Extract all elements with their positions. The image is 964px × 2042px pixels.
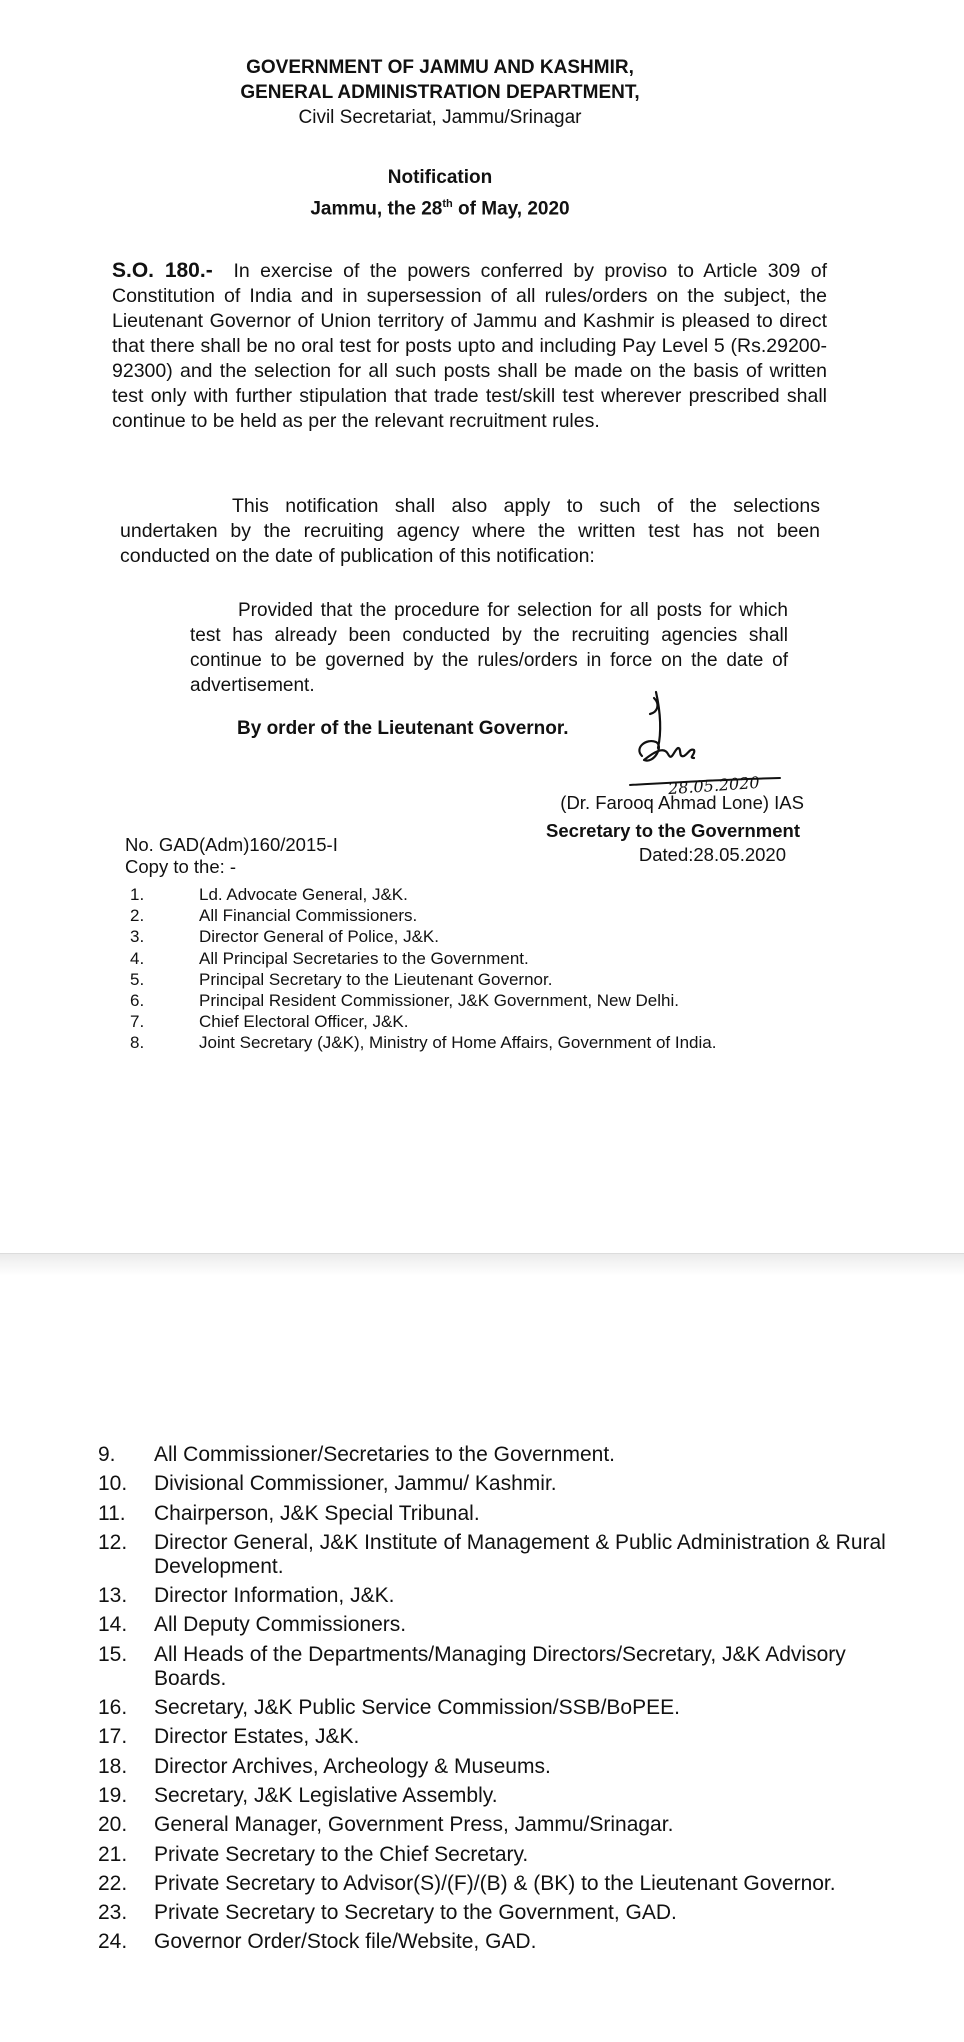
header-government: GOVERNMENT OF JAMMU AND KASHMIR, — [246, 57, 634, 78]
paragraph-main — [112, 258, 827, 434]
signatory-designation: Secretary to the Government — [546, 820, 800, 841]
notification-date — [0, 192, 880, 221]
date-suffix: of May, 2020 — [452, 198, 570, 220]
list-item: 19. Secretary, J&K Legislative Assembly. — [98, 1783, 498, 1807]
notification-title: Notification — [387, 167, 493, 188]
signatory-name: (Dr. Farooq Ahmad Lone) IAS — [560, 792, 804, 813]
page-separator — [0, 1253, 964, 1276]
paragraph-applicability: This notification shall also apply to such of the selections undertaken by the recruiting agency where the written test has not been conducted on the date of publication of this notification: — [120, 495, 820, 567]
list-item: 11. Chairperson, J&K Special Tribunal. — [98, 1501, 480, 1525]
list-item: 2. All Financial Commissioners. — [130, 906, 418, 926]
so-number: S.O. 180.- — [112, 259, 213, 282]
signature-date: 28.05.2020 — [667, 772, 761, 799]
list-item: 13. Director Information, J&K. — [98, 1584, 395, 1608]
list-item: 15. All Heads of the Departments/Managing Directors/Secretary, J&K Advisory Boards. — [98, 1642, 846, 1690]
copy-list-page-1 — [130, 884, 716, 1054]
order-line: By order of the Lieutenant Governor. — [237, 718, 569, 739]
list-item: 7. Chief Electoral Officer, J&K. — [130, 1012, 409, 1032]
reference-number: No. GAD(Adm)160/2015-I — [125, 834, 338, 855]
list-item: 4. All Principal Secretaries to the Government. — [130, 948, 529, 968]
list-item: 23. Private Secretary to Secretary to the Government, GAD. — [98, 1901, 677, 1925]
list-item: 5. Principal Secretary to the Lieutenant Governor. — [130, 969, 553, 989]
list-item: 24. Governor Order/Stock file/Website, GAD. — [98, 1930, 537, 1954]
list-item: 6. Principal Resident Commissioner, J&K Government, New Delhi. — [130, 990, 679, 1010]
paragraph-proviso: Provided that the procedure for selection for all posts for which test has already been conducted by the recruiting agencies shall continue to be governed by the rules/orders in force on the date of advertisement. — [190, 600, 788, 696]
list-item: 9. All Commissioner/Secretaries to the Government. — [98, 1443, 616, 1466]
header-address: Civil Secretariat, Jammu/Srinagar — [298, 107, 582, 128]
list-item: 12. Director General, J&K Institute of Management & Public Administration & Rural Development. — [98, 1530, 886, 1578]
list-item: 8. Joint Secretary (J&K), Ministry of Home Affairs, Government of India. — [130, 1033, 717, 1053]
list-item: 10. Divisional Commissioner, Jammu/ Kashmir. — [98, 1472, 557, 1496]
date-prefix: Jammu, the 28 — [310, 198, 443, 220]
signatory-dated: Dated:28.05.2020 — [638, 844, 786, 865]
list-item: 1. Ld. Advocate General, J&K. — [130, 885, 408, 904]
copy-to-label: Copy to the: - — [125, 856, 237, 877]
copy-list-page-2 — [98, 1443, 904, 1960]
date-superscript: th — [442, 198, 453, 210]
list-item: 22. Private Secretary to Advisor(S)/(F)/(B) & (BK) to the Lieutenant Governor. — [98, 1871, 836, 1895]
header-department: GENERAL ADMINISTRATION DEPARTMENT, — [240, 82, 640, 103]
list-item: 21. Private Secretary to the Chief Secretary. — [98, 1842, 529, 1866]
list-item: 18. Director Archives, Archeology & Museums. — [98, 1754, 551, 1778]
list-item: 17. Director Estates, J&K. — [98, 1725, 360, 1749]
list-item: 16. Secretary, J&K Public Service Commission/SSB/BoPEE. — [98, 1696, 680, 1720]
list-item: 20. General Manager, Government Press, Jammu/Srinagar. — [98, 1813, 674, 1837]
list-item: 3. Director General of Police, J&K. — [130, 927, 439, 947]
list-item: 14. All Deputy Commissioners. — [98, 1613, 407, 1637]
paragraph-main-text: In exercise of the powers conferred by proviso to Article 309 of Constitution of India and in supersession of all rules/orders on the subject, the Lieutenant Governor of Union territory of Jammu and Kashmir is pleased to direct that there shall be no oral test for posts upto and including Pay Level 5 (Rs.29200-92300) and the selection for all such posts shall be made on the basis of written test only with further stipulation that trade test/skill test wherever prescribed shall continue to be held as per the relevant recruitment rules. — [112, 260, 828, 432]
